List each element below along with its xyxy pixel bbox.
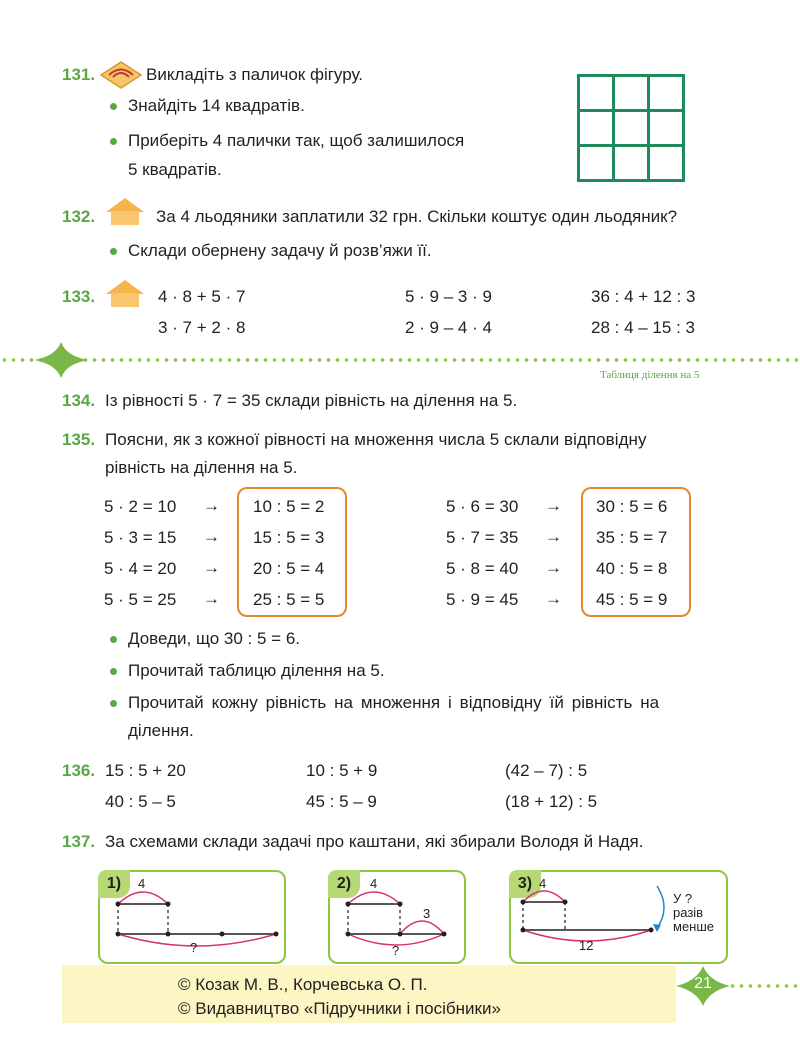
scheme-top-label: 4	[539, 876, 547, 891]
div-equation: 10 : 5 = 2	[253, 497, 325, 516]
scheme-bottom-label: ?	[392, 943, 400, 958]
mult-equation: 5 · 6 = 30	[446, 497, 519, 516]
mult-equation: 5 · 3 = 15	[104, 528, 177, 547]
scheme-note-2: разів	[673, 905, 704, 920]
scheme-1	[98, 870, 286, 964]
task-131-bullet-1: Знайдіть 14 квадратів.	[128, 96, 305, 115]
scheme-3	[509, 870, 728, 964]
bullet	[110, 103, 117, 110]
expression: 2 · 9 – 4 · 4	[405, 318, 492, 337]
task-number-134: 134.	[62, 391, 96, 410]
arrow: →	[203, 496, 220, 515]
scheme-tag: 2)	[328, 870, 360, 898]
arrow: →	[545, 558, 562, 577]
scheme-top-label: 4	[138, 876, 146, 891]
expression: 40 : 5 – 5	[105, 792, 176, 811]
task-number-133: 133.	[62, 287, 96, 306]
scheme-2	[328, 870, 466, 964]
task-131-text: Викладіть з паличок фігуру.	[146, 65, 364, 84]
arrow: →	[203, 558, 220, 577]
scheme-bottom-label: 12	[579, 938, 594, 953]
scheme-note-3: менше	[673, 919, 715, 934]
bullet	[110, 700, 117, 707]
task-135-text-line1: Поясни, як з кожної рівності на множення числа 5 склали відповідну	[105, 430, 647, 449]
stick-puzzle-icon	[99, 60, 143, 90]
bullet	[110, 636, 117, 643]
arrow: →	[545, 527, 562, 546]
house-icon	[104, 278, 146, 308]
mult-equation: 5 · 2 = 10	[104, 497, 177, 516]
task-number-132: 132.	[62, 207, 96, 226]
section-title: Таблиця ділення на 5	[600, 369, 700, 381]
footer-credit-publisher: © Видавництво «Підручники і посібники»	[178, 999, 501, 1018]
dotted-divider	[728, 981, 798, 991]
div-equation: 25 : 5 = 5	[253, 590, 325, 609]
arrow: →	[545, 589, 562, 608]
expression: 36 : 4 + 12 : 3	[591, 287, 696, 306]
expression: 4 · 8 + 5 · 7	[158, 287, 246, 306]
scheme-top-label: 4	[370, 876, 378, 891]
page-number: 21	[694, 975, 712, 992]
task-number-131: 131.	[62, 65, 96, 84]
task-135-text-line2: рівність на ділення на 5.	[105, 458, 298, 477]
bullet	[110, 248, 117, 255]
dotted-divider	[0, 355, 800, 365]
task-132-text: За 4 льодяники заплатили 32 грн. Скільки коштує один льодяник?	[156, 207, 678, 226]
arrow: →	[545, 496, 562, 515]
mult-equation: 5 · 8 = 40	[446, 559, 519, 578]
arrow: →	[203, 589, 220, 608]
task-131-bullet-2: Приберіть 4 палички так, щоб залишилося	[128, 131, 465, 150]
expression: 5 · 9 – 3 · 9	[405, 287, 492, 306]
task-134-text: Із рівності 5 · 7 = 35 склади рівність на ділення на 5.	[105, 391, 518, 410]
expression: 15 : 5 + 20	[105, 761, 186, 780]
expression: 3 · 7 + 2 · 8	[158, 318, 246, 337]
mult-equation: 5 · 9 = 45	[446, 590, 519, 609]
task-131-bullet-2-cont: 5 квадратів.	[128, 160, 222, 179]
task-135-bullet-2: Прочитай таблицю ділення на 5.	[128, 661, 385, 680]
mult-equation: 5 · 4 = 20	[104, 559, 177, 578]
div-equation: 40 : 5 = 8	[596, 559, 668, 578]
mult-equation: 5 · 5 = 25	[104, 590, 177, 609]
house-icon	[104, 196, 146, 226]
div-equation: 30 : 5 = 6	[596, 497, 668, 516]
div-equation: 15 : 5 = 3	[253, 528, 325, 547]
div-equation: 45 : 5 = 9	[596, 590, 668, 609]
div-equation: 35 : 5 = 7	[596, 528, 668, 547]
stick-grid-figure	[577, 74, 685, 182]
leaf-star-decoration	[32, 340, 90, 380]
expression: 10 : 5 + 9	[306, 761, 378, 780]
task-137-text: За схемами склади задачі про каштани, які збирали Володя й Надя.	[105, 832, 644, 851]
expression: 28 : 4 – 15 : 3	[591, 318, 695, 337]
scheme-bottom-label: ?	[190, 940, 198, 955]
task-number-136: 136.	[62, 761, 96, 780]
mult-equation: 5 · 7 = 35	[446, 528, 519, 547]
scheme-tag: 3)	[509, 870, 541, 898]
task-135-bullet-3: Прочитай кожну рівність на множення і відповідну їй рівність на	[128, 693, 660, 712]
bullet	[110, 668, 117, 675]
arrow: →	[203, 527, 220, 546]
task-number-135: 135.	[62, 430, 96, 449]
scheme-side-label: 3	[423, 906, 431, 921]
task-135-bullet-3-cont: ділення.	[128, 721, 194, 740]
expression: (42 – 7) : 5	[505, 761, 588, 780]
div-equation: 20 : 5 = 4	[253, 559, 325, 578]
task-number-137: 137.	[62, 832, 96, 851]
footer-credit-authors: © Козак М. В., Корчевська О. П.	[178, 975, 428, 994]
task-132-bullet-1: Склади обернену задачу й розв’яжи її.	[128, 241, 432, 260]
bullet	[110, 138, 117, 145]
expression: (18 + 12) : 5	[505, 792, 598, 811]
task-135-bullet-1: Доведи, що 30 : 5 = 6.	[128, 629, 301, 648]
scheme-tag: 1)	[98, 870, 130, 898]
scheme-note-1: У ?	[673, 891, 693, 906]
expression: 45 : 5 – 9	[306, 792, 377, 811]
